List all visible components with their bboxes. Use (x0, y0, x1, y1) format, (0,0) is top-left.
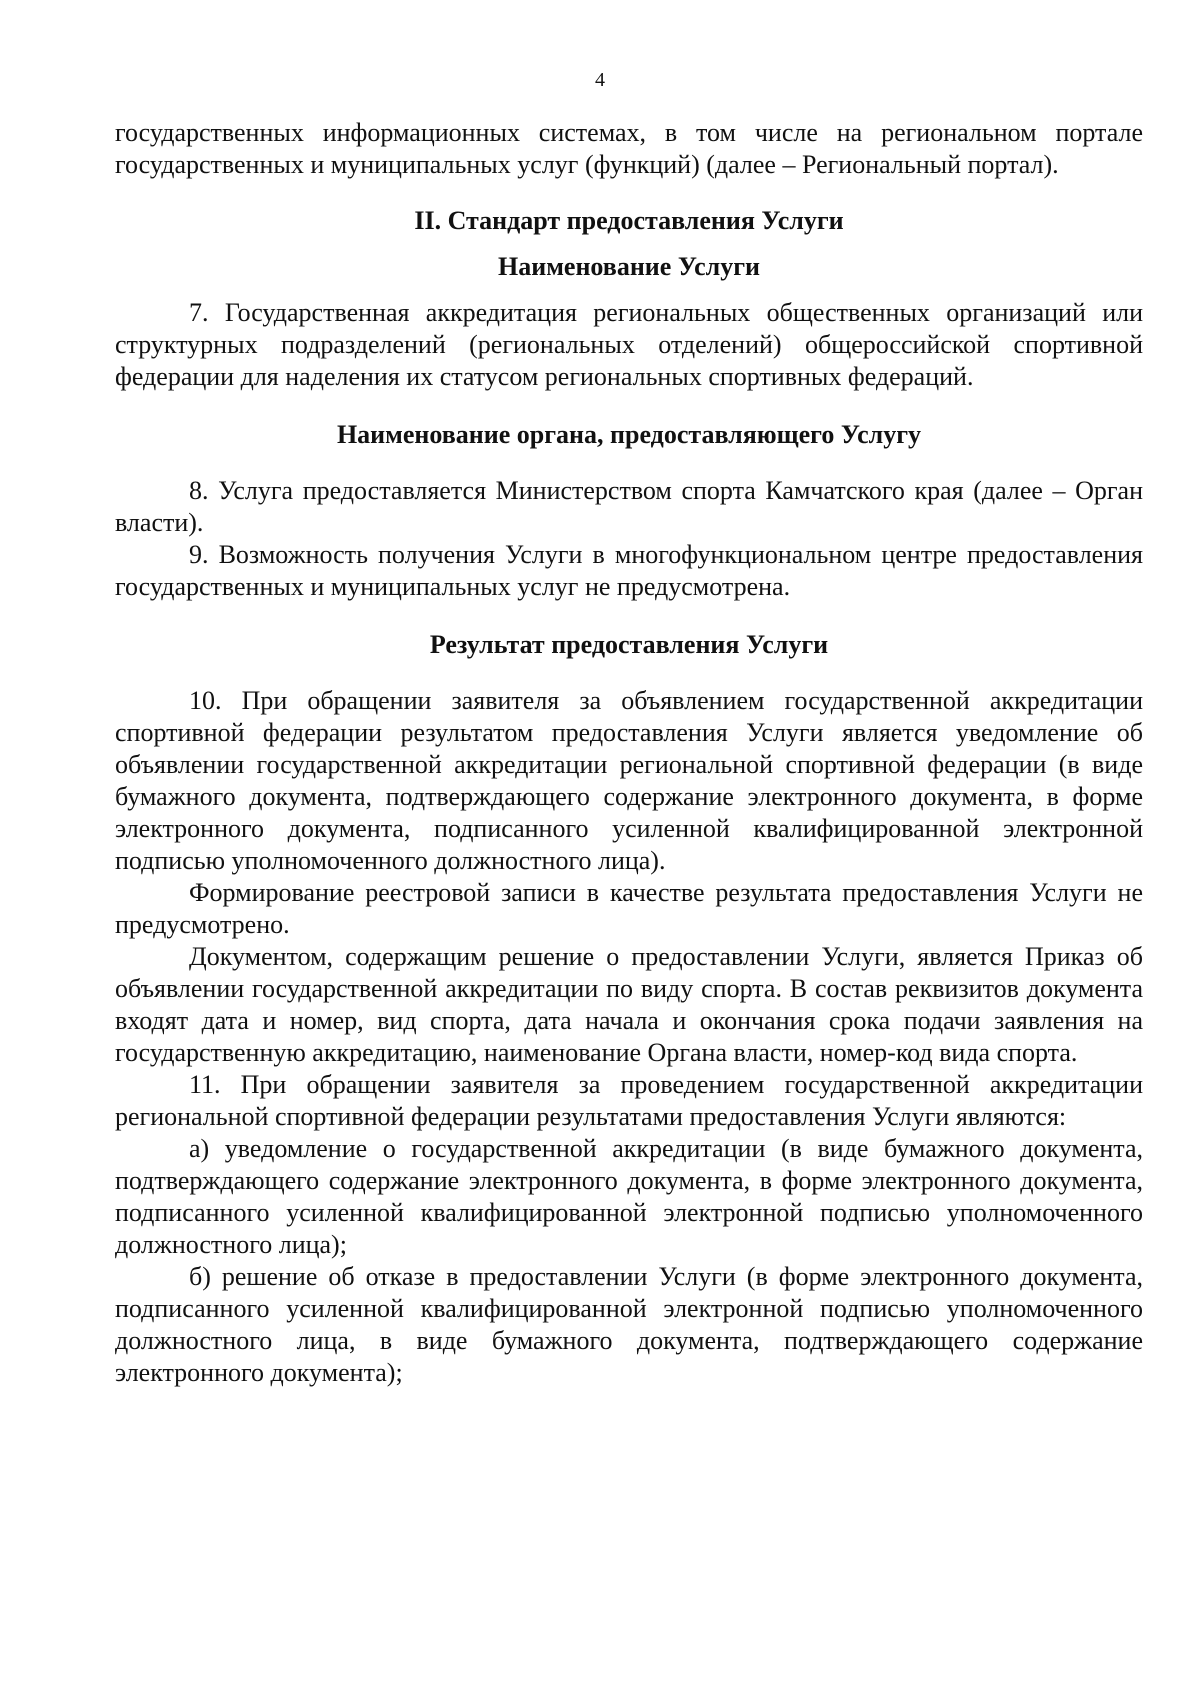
section-title: II. Стандарт предоставления Услуги (414, 206, 844, 235)
paragraph-10-document: Документом, содержащим решение о предоставлении Услуги, является Приказ об объявлении государственной аккредитации по виду спорта. В состав реквизитов документа входят дата и номер, вид спорта, дата начала и окончания срока подачи заявления на государственную аккредитацию, наименование Органа власти, номер-код вида спорта. (115, 942, 1143, 1067)
page-number: 4 (595, 69, 605, 91)
paragraph-11: 11. При обращении заявителя за проведением государственной аккредитации региональной спортивной федерации результатами предоставления Услуги являются: (115, 1070, 1143, 1131)
paragraph-10: 10. При обращении заявителя за объявлением государственной аккредитации спортивной федерации результатом предоставления Услуги является уведомление об объявлении государственной аккредитации региональной спортивной федерации (в виде бумажного документа, подтверждающего содержание электронного документа, в форме электронного документа, подписанного усиленной квалифицированной электронной подписью уполномоченного должностного лица). (115, 686, 1143, 875)
paragraph-11-item-b: б) решение об отказе в предоставлении Услуги (в форме электронного документа, подписанного усиленной квалифицированной электронной подписью уполномоченного должностного лица, в виде бумажного документа, подтверждающего содержание электронного документа); (115, 1262, 1143, 1387)
heading-service-result: Результат предоставления Услуги (429, 630, 829, 659)
intro-continuation-paragraph: государственных информационных системах, в том числе на региональном портале государственных и муниципальных услуг (функций) (далее – Региональный портал). (115, 118, 1143, 179)
paragraph-8: 8. Услуга предоставляется Министерством спорта Камчатского края (далее – Орган власти). (115, 476, 1143, 537)
heading-service-name: Наименование Услуги (497, 252, 761, 281)
paragraph-10-registry: Формирование реестровой записи в качестве результата предоставления Услуги не предусмотрено. (115, 878, 1143, 939)
heading-providing-organ: Наименование органа, предоставляющего Услугу (336, 420, 922, 449)
paragraph-9: 9. Возможность получения Услуги в многофункциональном центре предоставления государственных и муниципальных услуг не предусмотрена. (115, 540, 1143, 601)
document-body (115, 117, 1143, 1389)
paragraph-7: 7. Государственная аккредитация региональных общественных организаций или структурных подразделений (региональных отделений) общероссийской спортивной федерации для наделения их статусом региональных спортивных федераций. (115, 298, 1143, 391)
paragraph-11-item-a: а) уведомление о государственной аккредитации (в виде бумажного документа, подтверждающего содержание электронного документа, в форме электронного документа, подписанного усиленной квалифицированной электронной подписью уполномоченного должностного лица); (115, 1134, 1143, 1259)
